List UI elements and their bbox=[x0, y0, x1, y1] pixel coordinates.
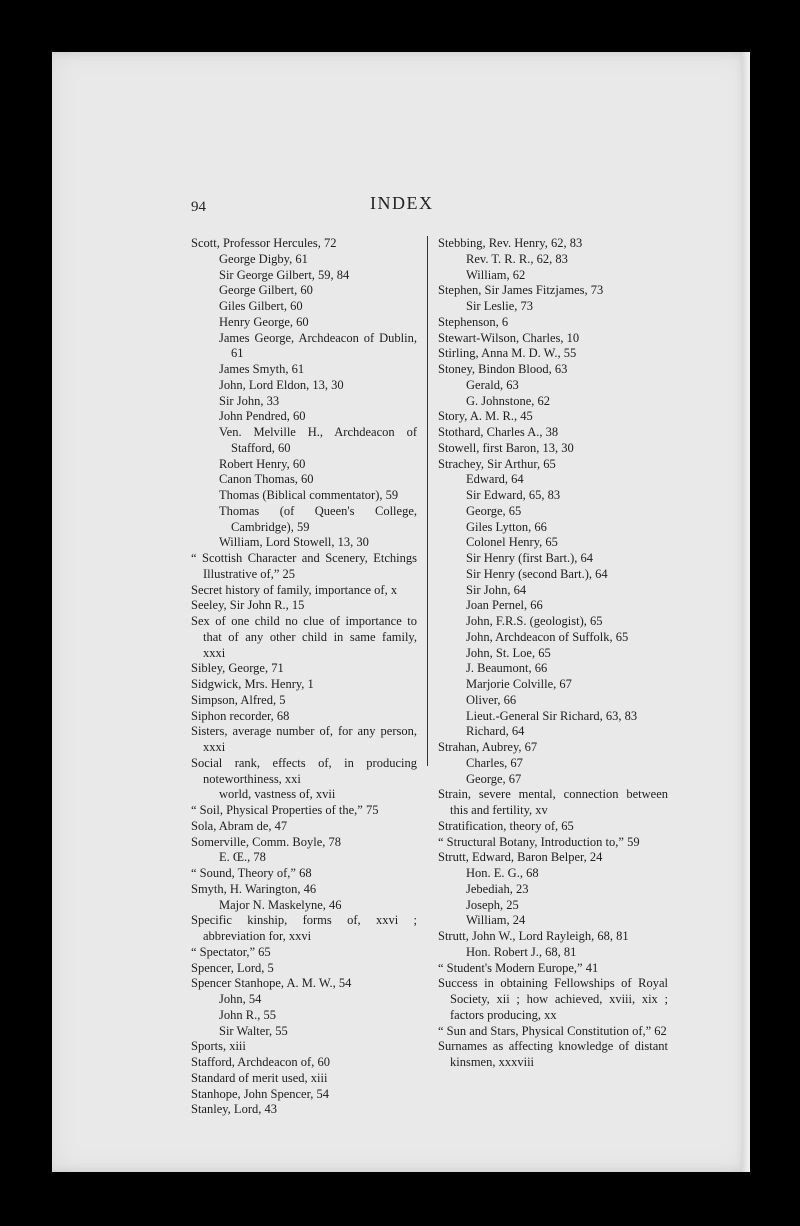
index-subentry: Sir George Gilbert, 59, 84 bbox=[219, 267, 350, 282]
index-subentry: Giles Gilbert, 60 bbox=[219, 299, 303, 313]
index-subentry: William, 62 bbox=[466, 267, 526, 282]
index-entry: “ Structural Botany, Introduction to,” 59 bbox=[438, 834, 640, 849]
index-entry: Seeley, Sir John R., 15 bbox=[191, 598, 305, 613]
index-subentry: Sir Leslie, 73 bbox=[466, 299, 534, 313]
index-subentry: Giles Lytton, 66 bbox=[466, 519, 547, 534]
index-subentry: Sir Henry (first Bart.), 64 bbox=[466, 551, 594, 565]
index-entry: Sisters, average number of, for any person, xxxi bbox=[191, 724, 417, 754]
index-entry: Stirling, Anna M. D. W., 55 bbox=[438, 346, 577, 361]
index-subentry: Oliver, 66 bbox=[466, 692, 517, 707]
index-entry: Stebbing, Rev. Henry, 62, 83 bbox=[438, 236, 583, 250]
index-entry: “ Spectator,” 65 bbox=[191, 944, 271, 959]
index-entry: Sola, Abram de, 47 bbox=[191, 818, 288, 833]
index-subentry: Sir John, 64 bbox=[466, 582, 527, 597]
index-entry: Secret history of family, importance of, x bbox=[191, 582, 398, 597]
index-entry: Strain, severe mental, connection between this and fertility, xv bbox=[438, 787, 668, 817]
index-entry: Sibley, George, 71 bbox=[191, 661, 284, 676]
page-title: INDEX bbox=[370, 193, 434, 213]
index-subentry: Sir John, 33 bbox=[219, 393, 280, 408]
index-entry: Spencer, Lord, 5 bbox=[191, 960, 274, 975]
index-subentry: George Digby, 61 bbox=[219, 251, 308, 266]
index-subentry: Gerald, 63 bbox=[466, 377, 519, 392]
index-subentry: E. Œ., 78 bbox=[219, 850, 266, 865]
index-subentry: Thomas (of Queen's College, Cambridge), 59 bbox=[219, 503, 417, 534]
index-subentry: Henry George, 60 bbox=[219, 314, 309, 329]
page-edge bbox=[742, 52, 750, 1172]
index-entry: Sports, xiii bbox=[191, 1039, 246, 1054]
index-subentry: Hon. E. G., 68 bbox=[466, 866, 539, 880]
index-subentry: Lieut.-General Sir Richard, 63, 83 bbox=[466, 708, 638, 723]
index-subentry: G. Johnstone, 62 bbox=[466, 393, 551, 408]
index-subentry: world, vastness of, xvii bbox=[219, 787, 336, 802]
index-column-left bbox=[191, 236, 417, 1118]
index-entry: Strachey, Sir Arthur, 65 bbox=[438, 456, 556, 471]
index-subentry: Robert Henry, 60 bbox=[219, 456, 306, 471]
index-subentry: John, 54 bbox=[219, 992, 262, 1006]
index-subentry: George, 67 bbox=[466, 771, 522, 786]
index-subentry: Joan Pernel, 66 bbox=[466, 598, 543, 613]
index-entry: Stothard, Charles A., 38 bbox=[438, 425, 559, 439]
index-entry: Stanley, Lord, 43 bbox=[191, 1102, 277, 1117]
index-entry: Scott, Professor Hercules, 72 bbox=[191, 236, 337, 250]
index-subentry: Major N. Maskelyne, 46 bbox=[219, 897, 342, 912]
index-column-right bbox=[438, 236, 668, 1071]
index-subentry: Joseph, 25 bbox=[466, 897, 519, 912]
index-entry: Sex of one child no clue of importance to that of any other child in same family, xxxi bbox=[191, 614, 417, 660]
index-subentry: John Pendred, 60 bbox=[219, 409, 306, 424]
index-entry: Story, A. M. R., 45 bbox=[438, 409, 533, 424]
index-subentry: Canon Thomas, 60 bbox=[219, 472, 314, 487]
index-entry: Stafford, Archdeacon of, 60 bbox=[191, 1055, 330, 1069]
index-subentry: William, Lord Stowell, 13, 30 bbox=[219, 535, 369, 550]
index-entry: Stratification, theory of, 65 bbox=[438, 818, 574, 833]
index-entry: Siphon recorder, 68 bbox=[191, 708, 290, 723]
index-subentry: Sir Edward, 65, 83 bbox=[466, 488, 561, 502]
index-entry: Strahan, Aubrey, 67 bbox=[438, 740, 538, 754]
index-entry: Strutt, Edward, Baron Belper, 24 bbox=[438, 850, 603, 865]
index-subentry: James Smyth, 61 bbox=[219, 362, 305, 376]
index-entry: “ Sound, Theory of,” 68 bbox=[191, 866, 312, 880]
index-entry: “ Sun and Stars, Physical Constitution of,” 62 bbox=[438, 1023, 667, 1038]
index-entry: Social rank, effects of, in producing noteworthiness, xxi bbox=[191, 755, 417, 786]
index-entry: Smyth, H. Warington, 46 bbox=[191, 881, 317, 896]
index-entry: Stoney, Bindon Blood, 63 bbox=[438, 362, 568, 376]
index-entry: Simpson, Alfred, 5 bbox=[191, 692, 286, 707]
index-subentry: Ven. Melville H., Archdeacon of Stafford, 60 bbox=[219, 425, 417, 455]
index-entry: Standard of merit used, xiii bbox=[191, 1070, 328, 1085]
index-entry: “ Soil, Physical Properties of the,” 75 bbox=[191, 803, 379, 817]
index-entry: Surnames as affecting knowledge of distant kinsmen, xxxviii bbox=[438, 1039, 668, 1069]
index-subentry: Hon. Robert J., 68, 81 bbox=[466, 944, 577, 959]
index-subentry: J. Beaumont, 66 bbox=[466, 661, 548, 676]
index-subentry: John, St. Loe, 65 bbox=[466, 645, 551, 660]
index-subentry: Rev. T. R. R., 62, 83 bbox=[466, 251, 568, 266]
index-subentry: James George, Archdeacon of Dublin, 61 bbox=[219, 330, 417, 361]
index-entry: Specific kinship, forms of, xxvi ; abbreviation for, xxvi bbox=[191, 913, 417, 943]
index-subentry: John, Lord Eldon, 13, 30 bbox=[219, 377, 344, 392]
index-subentry: John, Archdeacon of Suffolk, 65 bbox=[466, 629, 629, 644]
index-entry: Stowell, first Baron, 13, 30 bbox=[438, 440, 574, 455]
index-subentry: Sir Henry (second Bart.), 64 bbox=[466, 566, 608, 581]
index-entry: Stephenson, 6 bbox=[438, 314, 509, 329]
index-entry: “ Student's Modern Europe,” 41 bbox=[438, 960, 599, 975]
index-entry: Success in obtaining Fellowships of Royal Society, xii ; how achieved, xviii, xix ; factors producing, xx bbox=[438, 976, 668, 1022]
index-subentry: Sir Walter, 55 bbox=[219, 1023, 288, 1038]
index-subentry: John R., 55 bbox=[219, 1007, 276, 1022]
index-subentry: Edward, 64 bbox=[466, 472, 524, 487]
index-entry: Somerville, Comm. Boyle, 78 bbox=[191, 834, 341, 849]
index-entry: Spencer Stanhope, A. M. W., 54 bbox=[191, 976, 352, 991]
page-number: 94 bbox=[191, 199, 206, 215]
index-subentry: Thomas (Biblical commentator), 59 bbox=[219, 488, 399, 502]
index-subentry: John, F.R.S. (geologist), 65 bbox=[466, 614, 603, 628]
index-entry: “ Scottish Character and Scenery, Etchings Illustrative of,” 25 bbox=[191, 551, 417, 581]
index-subentry: Richard, 64 bbox=[466, 724, 525, 739]
index-subentry: Jebediah, 23 bbox=[466, 881, 529, 896]
index-entry: Sidgwick, Mrs. Henry, 1 bbox=[191, 677, 314, 691]
index-subentry: George Gilbert, 60 bbox=[219, 283, 313, 298]
index-entry: Strutt, John W., Lord Rayleigh, 68, 81 bbox=[438, 929, 629, 943]
index-subentry: Charles, 67 bbox=[466, 755, 523, 770]
index-subentry: Marjorie Colville, 67 bbox=[466, 677, 572, 691]
index-entry: Stewart-Wilson, Charles, 10 bbox=[438, 330, 580, 345]
index-subentry: George, 65 bbox=[466, 503, 522, 518]
index-subentry: William, 24 bbox=[466, 913, 526, 928]
index-subentry: Colonel Henry, 65 bbox=[466, 535, 558, 550]
index-entry: Stephen, Sir James Fitzjames, 73 bbox=[438, 283, 604, 298]
index-entry: Stanhope, John Spencer, 54 bbox=[191, 1086, 330, 1101]
column-divider bbox=[427, 236, 428, 766]
